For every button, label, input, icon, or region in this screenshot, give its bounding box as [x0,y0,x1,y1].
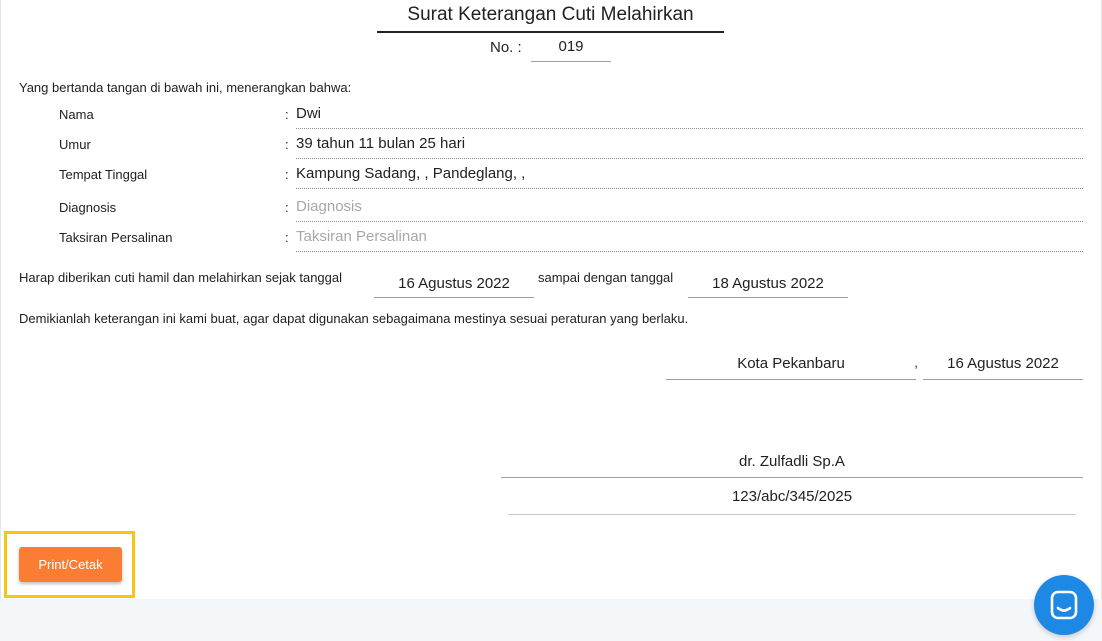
address-colon: : [285,167,289,182]
intro-text: Yang bertanda tangan di bawah ini, menerangkan bahwa: [19,80,352,95]
due-date-field[interactable]: Taksiran Persalinan [296,227,1083,252]
due-date-label: Taksiran Persalinan [59,230,173,245]
leave-until-text: sampai dengan tanggal [538,270,674,285]
age-field[interactable]: 39 tahun 11 bulan 25 hari [296,134,1083,159]
sign-date-field[interactable]: 16 Agustus 2022 [923,350,1083,380]
diagnosis-label: Diagnosis [59,200,117,215]
diagnosis-field[interactable]: Diagnosis [296,197,1083,222]
number-field[interactable]: 019 [531,37,611,62]
leave-start-text: Harap diberikan cuti hamil dan melahirkan sejak tanggal [19,270,343,285]
name-field[interactable]: Dwi [296,104,1083,129]
leave-end-date-field[interactable]: 18 Agustus 2022 [688,270,848,298]
due-date-colon: : [285,230,289,245]
leave-start-date-field[interactable]: 16 Agustus 2022 [374,270,534,298]
diagnosis-colon: : [285,200,289,215]
age-label: Umur [59,137,91,152]
name-label: Nama [59,107,94,122]
number-label: No. : [490,39,522,56]
chat-icon [1049,590,1079,620]
address-field[interactable]: Kampung Sadang, , Pandeglang, , [296,164,1083,189]
place-field[interactable]: Kota Pekanbaru [666,350,916,380]
print-button[interactable]: Print/Cetak [19,547,122,582]
age-colon: : [285,137,289,152]
doctor-name-field[interactable]: dr. Zulfadli Sp.A [501,452,1083,478]
closing-text: Demikianlah keterangan ini kami buat, agar dapat digunakan sebagaimana mestinya sesuai peraturan yang berlaku. [19,311,689,326]
doctor-id-field[interactable]: 123/abc/345/2025 [508,487,1076,515]
place-separator: , [914,355,918,370]
name-colon: : [285,107,289,122]
document-title: Surat Keterangan Cuti Melahirkan [377,3,724,33]
address-label: Tempat Tinggal [59,167,148,182]
chat-launcher-button[interactable] [1034,575,1094,635]
